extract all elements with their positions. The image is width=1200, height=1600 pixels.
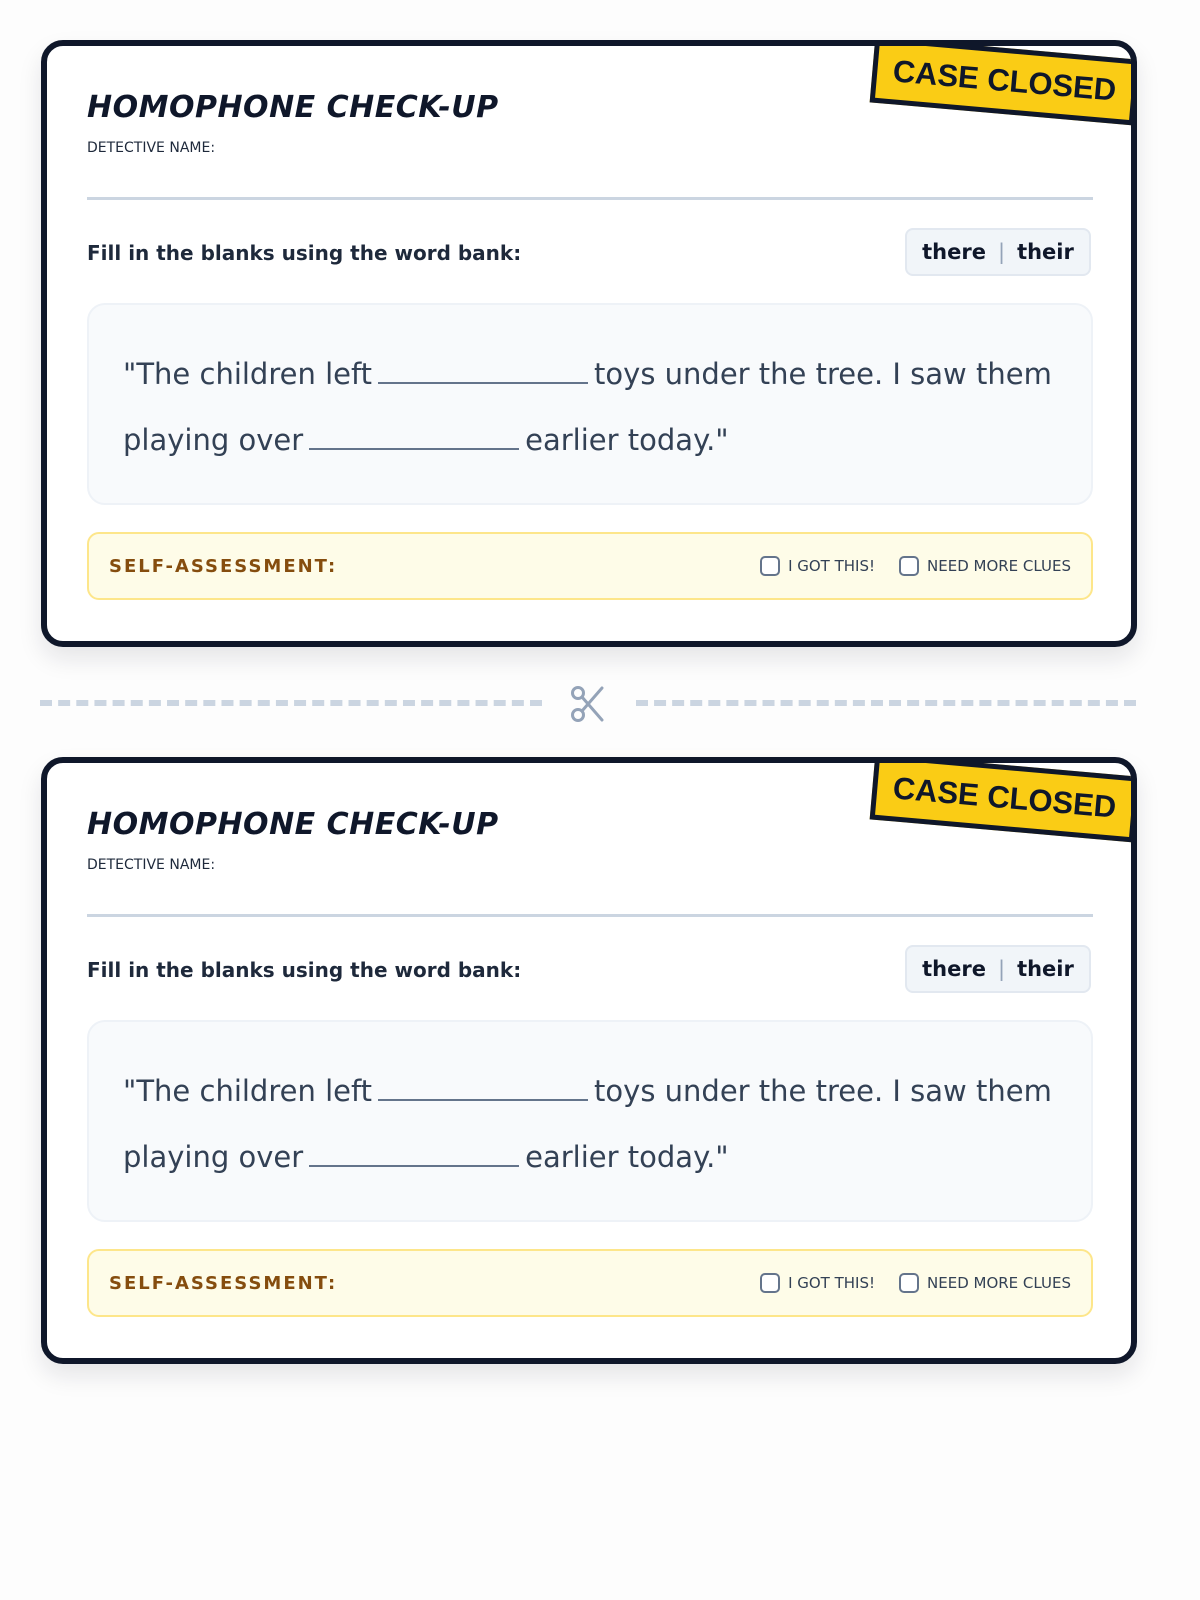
- word-bank: [905, 228, 1091, 276]
- passage-text: toys under the tree. I saw them playing over: [123, 357, 1052, 457]
- word-bank-word: their: [1017, 240, 1074, 264]
- passage-box: [87, 1020, 1093, 1222]
- word-bank-word: there: [922, 957, 986, 981]
- detective-name-line[interactable]: [87, 914, 1093, 917]
- word-bank-separator: |: [997, 240, 1006, 264]
- checkbox[interactable]: [760, 1273, 780, 1293]
- option-label: I GOT THIS!: [788, 557, 876, 575]
- instruction-text: Fill in the blanks using the word bank:: [87, 958, 522, 982]
- self-assessment-label: SELF-ASSESSMENT:: [109, 1272, 338, 1294]
- worksheet-card: [41, 40, 1137, 647]
- self-assessment-bar: [87, 1249, 1093, 1317]
- checkbox[interactable]: [899, 1273, 919, 1293]
- word-bank-separator: |: [997, 957, 1006, 981]
- worksheet-title: HOMOPHONE CHECK-UP: [87, 807, 499, 842]
- word-bank: [905, 945, 1091, 993]
- passage-text: "The children left: [123, 357, 373, 391]
- passage-text: "The children left: [123, 1074, 373, 1108]
- passage-text: earlier today.": [525, 1140, 729, 1174]
- detective-name-label: DETECTIVE NAME:: [87, 140, 216, 156]
- worksheet-title: HOMOPHONE CHECK-UP: [87, 90, 499, 125]
- passage-text: earlier today.": [525, 423, 729, 457]
- option-need-more-clues[interactable]: [899, 1273, 1071, 1293]
- detective-name-label: DETECTIVE NAME:: [87, 857, 216, 873]
- scissors-icon: [566, 684, 610, 724]
- instruction-text: Fill in the blanks using the word bank:: [87, 241, 522, 265]
- option-got-this[interactable]: [760, 1273, 875, 1293]
- passage-text: toys under the tree. I saw them playing over: [123, 1074, 1052, 1174]
- cut-line: [40, 700, 542, 706]
- option-got-this[interactable]: [760, 556, 875, 576]
- cut-line: [636, 700, 1136, 706]
- checkbox[interactable]: [760, 556, 780, 576]
- option-need-more-clues[interactable]: [899, 556, 1071, 576]
- self-assessment-label: SELF-ASSESSMENT:: [109, 555, 338, 577]
- option-label: I GOT THIS!: [788, 1274, 876, 1292]
- passage-box: [87, 303, 1093, 505]
- detective-name-line[interactable]: [87, 197, 1093, 200]
- checkbox[interactable]: [899, 556, 919, 576]
- word-bank-word: their: [1017, 957, 1074, 981]
- worksheet-card: [41, 757, 1137, 1364]
- case-closed-stamp: CASE CLOSED: [870, 40, 1137, 125]
- option-label: NEED MORE CLUES: [927, 1274, 1071, 1292]
- option-label: NEED MORE CLUES: [927, 557, 1071, 575]
- answer-blank[interactable]: [378, 1099, 588, 1101]
- answer-blank[interactable]: [378, 382, 588, 384]
- case-closed-stamp: CASE CLOSED: [870, 757, 1137, 842]
- answer-blank[interactable]: [309, 1165, 519, 1167]
- self-assessment-bar: [87, 532, 1093, 600]
- word-bank-word: there: [922, 240, 986, 264]
- answer-blank[interactable]: [309, 448, 519, 450]
